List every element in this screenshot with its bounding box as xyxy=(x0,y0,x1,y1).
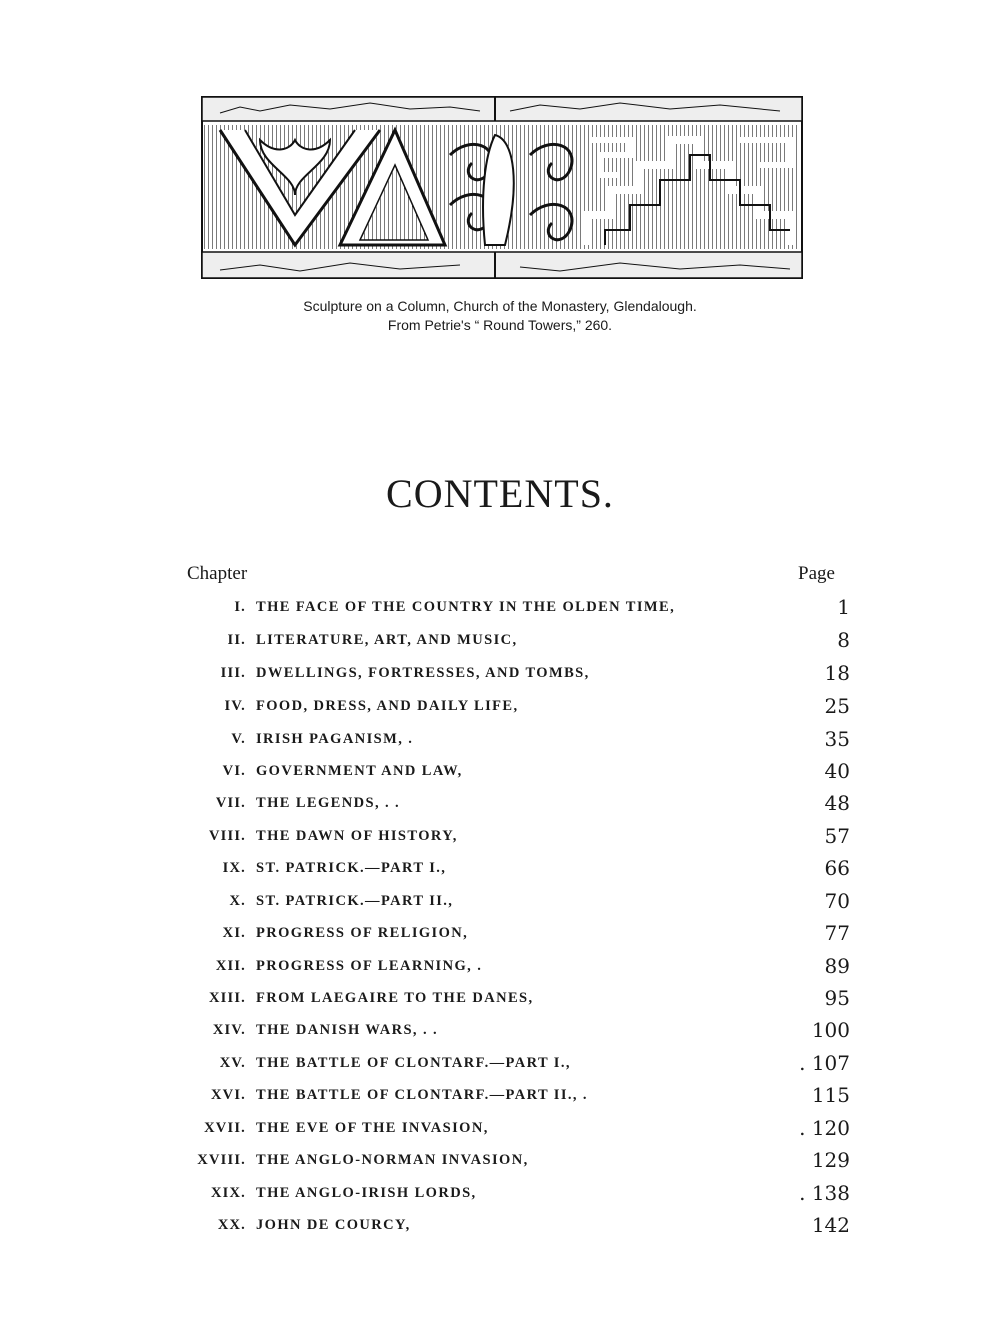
chapter-page: . 107 xyxy=(799,1051,850,1075)
chapter-page: 95 xyxy=(824,986,850,1010)
chapter-page: 129 xyxy=(811,1148,850,1172)
chapter-title: THE DANISH WARS, . . xyxy=(256,1022,439,1038)
chapter-page: 8 xyxy=(837,628,850,652)
chapter-title: ST. PATRICK.—PART II., xyxy=(256,893,454,909)
chapter-number: VIII. xyxy=(208,828,246,844)
chapter-number: II. xyxy=(227,632,246,648)
chapter-title: DWELLINGS, FORTRESSES, AND TOMBS, xyxy=(256,665,590,681)
chapter-page: 25 xyxy=(824,694,850,718)
chapter-page: 48 xyxy=(824,791,850,815)
toc-row xyxy=(0,727,1000,753)
chapter-title: JOHN DE COURCY, xyxy=(256,1217,411,1233)
toc-row xyxy=(0,1148,1000,1174)
chapter-page: . 120 xyxy=(799,1116,850,1140)
toc-row xyxy=(0,694,1000,720)
illustration-caption-line1: Sculpture on a Column, Church of the Monastery, Glendalough. xyxy=(303,298,697,314)
toc-row xyxy=(0,889,1000,915)
chapter-number: XIII. xyxy=(208,990,246,1006)
chapter-page: 40 xyxy=(824,759,850,783)
chapter-title: ST. PATRICK.—PART I., xyxy=(256,860,447,876)
chapter-title: THE LEGENDS, . . xyxy=(256,795,401,811)
toc-row xyxy=(0,1083,1000,1109)
chapter-number: X. xyxy=(229,893,246,909)
chapter-page: 57 xyxy=(824,824,850,848)
toc-row xyxy=(0,628,1000,654)
toc-row xyxy=(0,791,1000,817)
illustration-caption-line2: From Petrie's “ Round Towers,” 260. xyxy=(387,317,613,333)
chapter-page: 18 xyxy=(824,661,850,685)
toc-row xyxy=(0,1116,1000,1142)
toc-row xyxy=(0,1018,1000,1044)
chapter-page: 35 xyxy=(824,727,850,751)
chapter-title: FOOD, DRESS, AND DAILY LIFE, xyxy=(256,698,519,714)
toc-row xyxy=(0,1181,1000,1207)
chapter-title: FROM LAEGAIRE TO THE DANES, xyxy=(256,990,534,1006)
chapter-page: 115 xyxy=(811,1083,850,1107)
sculpture-illustration xyxy=(200,95,804,280)
chapter-number: XVII. xyxy=(204,1120,246,1136)
toc-row xyxy=(0,954,1000,980)
toc-row xyxy=(0,1051,1000,1077)
chapter-number: XIX. xyxy=(210,1185,246,1201)
chapter-title: THE ANGLO-IRISH LORDS, xyxy=(256,1185,477,1201)
chapter-page: 66 xyxy=(824,856,850,880)
chapter-number: V. xyxy=(231,731,246,747)
chapter-page: 142 xyxy=(811,1213,850,1237)
chapter-number: I. xyxy=(234,599,246,615)
toc-row xyxy=(0,856,1000,882)
chapter-title: LITERATURE, ART, AND MUSIC, xyxy=(256,632,518,648)
chapter-title: IRISH PAGANISM, . xyxy=(256,731,414,747)
chapter-number: XII. xyxy=(215,958,246,974)
chapter-number: XI. xyxy=(222,925,246,941)
toc-row xyxy=(0,595,1000,621)
chapter-page: 77 xyxy=(824,921,850,945)
toc-row xyxy=(0,661,1000,687)
chapter-title: PROGRESS OF RELIGION, xyxy=(256,925,469,941)
chapter-title: THE BATTLE OF CLONTARF.—PART II., . xyxy=(256,1087,588,1103)
page-title: CONTENTS. xyxy=(386,471,614,516)
chapter-number: XV. xyxy=(219,1055,246,1071)
toc-row xyxy=(0,921,1000,947)
chapter-number: IV. xyxy=(224,698,246,714)
chapter-column-header: Chapter xyxy=(187,563,248,584)
chapter-number: VI. xyxy=(222,763,246,779)
chapter-page: 70 xyxy=(824,889,850,913)
chapter-title: THE DAWN OF HISTORY, xyxy=(256,828,458,844)
page-column-header: Page xyxy=(798,563,835,584)
chapter-page: 100 xyxy=(811,1018,850,1042)
chapter-number: XVI. xyxy=(210,1087,246,1103)
toc-row xyxy=(0,824,1000,850)
toc-row xyxy=(0,986,1000,1012)
chapter-title: THE FACE OF THE COUNTRY IN THE OLDEN TIME, xyxy=(256,599,676,615)
chapter-title: THE BATTLE OF CLONTARF.—PART I., xyxy=(256,1055,571,1071)
chapter-number: XIV. xyxy=(212,1022,246,1038)
chapter-number: VII. xyxy=(215,795,246,811)
chapter-number: XX. xyxy=(217,1217,246,1233)
chapter-number: IX. xyxy=(222,860,246,876)
chapter-number: III. xyxy=(220,665,246,681)
chapter-page: . 138 xyxy=(799,1181,850,1205)
toc-row xyxy=(0,1213,1000,1239)
chapter-title: PROGRESS OF LEARNING, . xyxy=(256,958,483,974)
chapter-page: 1 xyxy=(837,595,850,619)
chapter-title: THE ANGLO-NORMAN INVASION, xyxy=(256,1152,529,1168)
chapter-title: THE EVE OF THE INVASION, xyxy=(256,1120,489,1136)
chapter-page: 89 xyxy=(824,954,850,978)
chapter-title: GOVERNMENT AND LAW, xyxy=(256,763,463,779)
toc-row xyxy=(0,759,1000,785)
chapter-number: XVIII. xyxy=(197,1152,246,1168)
